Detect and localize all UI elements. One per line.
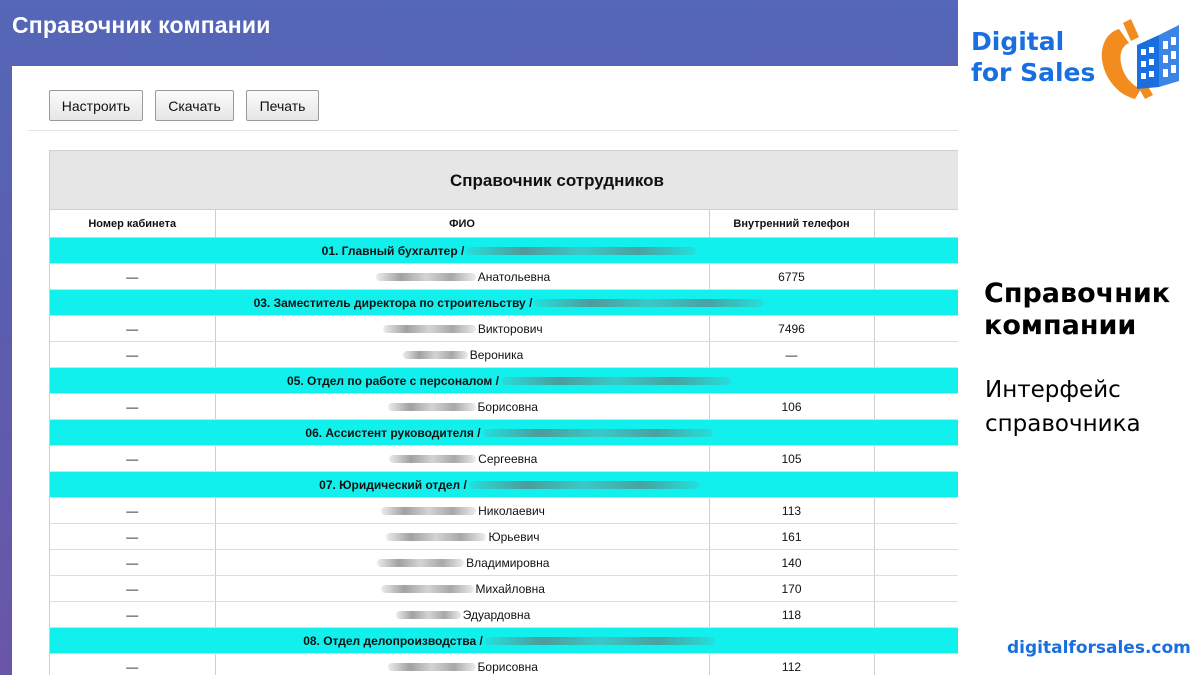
employee-row [50,342,958,368]
internal-phone-cell: 112 [709,654,874,675]
employee-patronymic: Вероника [469,347,524,362]
redacted-surname-blur [383,325,476,333]
employee-name-cell [215,316,709,342]
department-cell [50,368,958,394]
room-number-cell: — [50,524,215,550]
website-link[interactable]: digitalforsales.com [1007,638,1191,658]
column-header-phone[interactable]: Внутренний телефон [709,210,874,238]
room-number-cell: — [50,602,215,628]
subline-line-2: справочника [985,411,1141,437]
department-label: 08. Отдел делопроизводства / [303,633,483,648]
employee-name-cell [215,550,709,576]
configure-button[interactable]: Настроить [49,90,143,121]
department-cell [50,290,958,316]
room-number-cell: — [50,316,215,342]
brand-line-2: for Sales [971,58,1096,87]
table-caption: Справочник сотрудников [450,171,664,190]
room-number-cell: — [50,550,215,576]
column-header-room[interactable]: Номер кабинета [50,210,215,238]
department-label: 01. Главный бухгалтер / [321,243,465,258]
headline-line-1: Справочник [984,278,1171,309]
employee-name-cell [215,602,709,628]
employee-row [50,394,958,420]
download-button[interactable]: Скачать [155,90,234,121]
redacted-name-blur [466,247,696,255]
internal-phone-cell: 118 [709,602,874,628]
room-number-cell: — [50,654,215,675]
brand-line-1: Digital [971,27,1065,56]
redacted-surname-blur [388,663,476,671]
internal-phone-cell: 7496 [709,316,874,342]
phone-building-logo-icon [1097,15,1191,101]
department-cell [50,628,958,654]
employee-patronymic: Михайловна [475,581,545,596]
internal-phone-cell: 105 [709,446,874,472]
internal-phone-cell: — [709,342,874,368]
department-group-row [50,420,958,446]
slide-subheadline [985,373,1141,441]
redacted-surname-blur [388,403,476,411]
employee-row [50,576,958,602]
employee-name-cell [215,498,709,524]
redacted-surname-blur [403,351,468,359]
employee-row [50,550,958,576]
employee-patronymic: Викторович [477,321,543,336]
main-panel [12,66,958,675]
internal-phone-cell: 170 [709,576,874,602]
employee-row [50,316,958,342]
table-header-row [50,210,958,238]
employee-name-cell [215,264,709,290]
extra-cell [874,576,958,602]
internal-phone-cell: 161 [709,524,874,550]
redacted-surname-blur [386,533,486,541]
toolbar [28,90,958,131]
employee-name-cell [215,654,709,675]
internal-phone-cell: 140 [709,550,874,576]
room-number-cell: — [50,446,215,472]
extra-cell [874,264,958,290]
column-header-extra [874,210,958,238]
employee-name-cell [215,576,709,602]
department-group-row [50,238,958,264]
extra-cell [874,498,958,524]
employee-name-cell [215,446,709,472]
employee-patronymic: Борисовна [477,399,538,414]
department-label: 03. Заместитель директора по строительству / [253,295,533,310]
redacted-name-blur [534,299,764,307]
redacted-name-blur [483,429,713,437]
extra-cell [874,342,958,368]
internal-phone-cell: 6775 [709,264,874,290]
redacted-name-blur [501,377,731,385]
department-label: 06. Ассистент руководителя / [305,425,481,440]
extra-cell [874,654,958,675]
employee-patronymic: Борисовна [477,659,538,674]
internal-phone-cell: 113 [709,498,874,524]
room-number-cell: — [50,394,215,420]
department-group-row [50,290,958,316]
employee-patronymic: Юрьевич [488,529,540,544]
employee-patronymic: Анатольевна [477,269,551,284]
employee-directory-table [49,150,958,675]
extra-cell [874,394,958,420]
department-label: 07. Юридический отдел / [319,477,467,492]
department-cell [50,238,958,264]
table-caption-bar [50,151,958,210]
employee-patronymic: Владимировна [466,555,550,570]
employee-name-cell [215,394,709,420]
redacted-name-blur [485,637,715,645]
department-label: 05. Отдел по работе с персоналом / [287,373,499,388]
employee-row [50,654,958,675]
department-cell [50,472,958,498]
employee-patronymic: Николаевич [478,503,545,518]
room-number-cell: — [50,264,215,290]
subline-line-1: Интерфейс [985,377,1121,403]
redacted-surname-blur [381,507,476,515]
app-title: Справочник компании [12,12,271,38]
employee-patronymic: Эдуардовна [462,607,531,622]
column-header-name[interactable]: ФИО [215,210,709,238]
extra-cell [874,316,958,342]
employee-row [50,602,958,628]
department-group-row [50,472,958,498]
department-group-row [50,368,958,394]
redacted-surname-blur [389,455,477,463]
print-button[interactable]: Печать [246,90,319,121]
employee-row [50,524,958,550]
slide-headline [984,278,1170,342]
redacted-surname-blur [377,559,465,567]
headline-line-2: компании [984,310,1137,341]
employee-name-cell [215,342,709,368]
redacted-surname-blur [396,611,461,619]
extra-cell [874,602,958,628]
room-number-cell: — [50,342,215,368]
employee-row [50,498,958,524]
extra-cell [874,524,958,550]
employee-name-cell [215,524,709,550]
department-cell [50,420,958,446]
redacted-surname-blur [376,273,476,281]
room-number-cell: — [50,498,215,524]
room-number-cell: — [50,576,215,602]
redacted-surname-blur [381,585,474,593]
department-group-row [50,628,958,654]
employee-row [50,264,958,290]
internal-phone-cell: 106 [709,394,874,420]
extra-cell [874,446,958,472]
employee-row [50,446,958,472]
redacted-name-blur [469,481,699,489]
extra-cell [874,550,958,576]
employee-patronymic: Сергеевна [478,451,538,466]
brand-wordmark [971,26,1095,88]
